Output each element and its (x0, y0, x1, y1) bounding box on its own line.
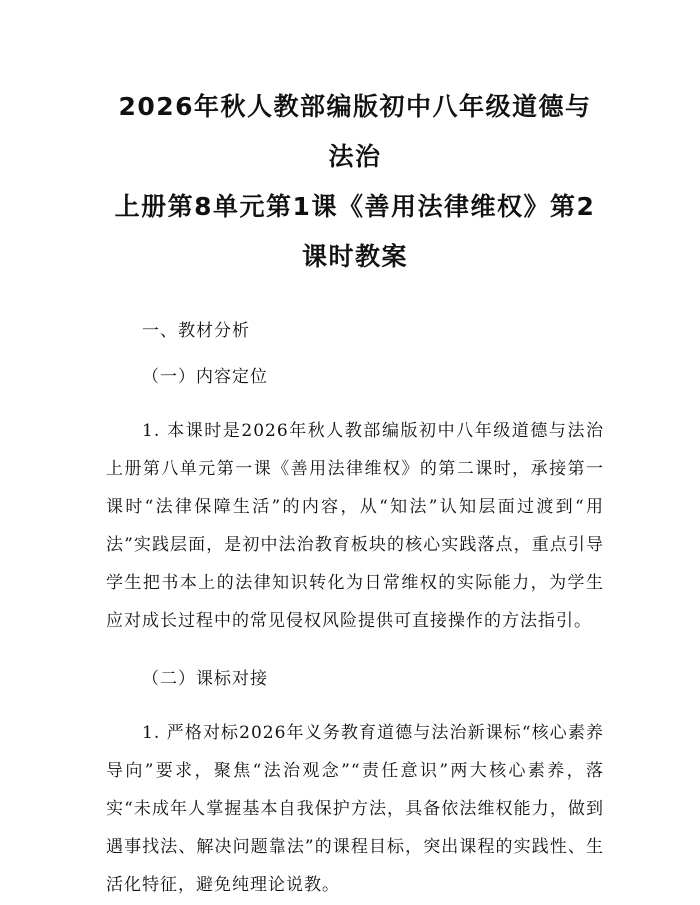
title-line-2: 上册第8单元第1课《善用法律维权》第2 (114, 192, 596, 221)
paragraph-content-positioning: 1. 本课时是2026年秋人教部编版初中八年级道德与法治上册第八单元第一课《善用法律维权》的第二课时，承接第一课时“法律保障生活”的内容，从“知法”认知层面过渡到“用法”实践层面，是初中法治教育板块的核心实践落点，重点引导学生把书本上的法律知识转化为日常维权的实际能力，为学生应对成长过程中的常见侵权风险提供可直接操作的方法指引。 (106, 421, 604, 631)
title-line-1: 2026年秋人教部编版初中八年级道德与法治 (118, 92, 592, 171)
section-heading-textbook-analysis: 一、教材分析 (142, 321, 250, 341)
document-body (106, 312, 604, 904)
subsection-heading-content-positioning: （一）内容定位 (142, 367, 268, 387)
subsection-heading-curriculum-alignment: （二）课标对接 (142, 669, 268, 689)
title-line-3: 课时教案 (301, 242, 408, 271)
document-title (106, 82, 604, 282)
paragraph-curriculum-alignment: 1. 严格对标2026年义务教育道德与法治新课标“核心素养导向”要求，聚焦“法治观念”“责任意识”两大核心素养，落实“未成年人掌握基本自我保护方法，具备依法维权能力，做到遇事找法、解决问题靠法”的课程目标，突出课程的实践性、生活化特征，避免纯理论说教。 (106, 723, 604, 895)
